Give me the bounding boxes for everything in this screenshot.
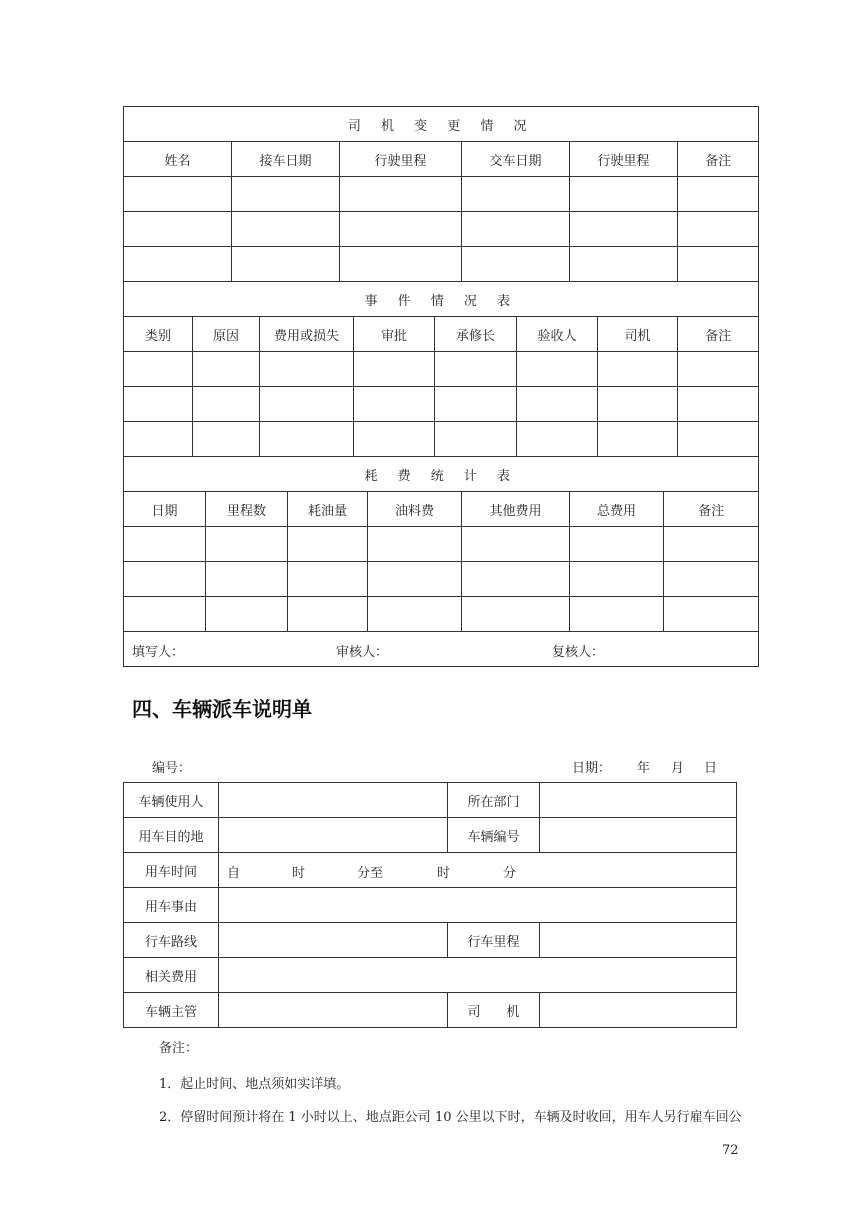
mileage-input[interactable] (540, 923, 737, 958)
input-cell[interactable] (354, 422, 435, 457)
dispatch-form-table (123, 782, 737, 1028)
driver-label: 司 机 (448, 993, 540, 1028)
time-minute-to: 分至 (357, 866, 384, 881)
destination-label: 用车目的地 (124, 818, 219, 853)
input-cell[interactable] (368, 597, 462, 632)
consumption-title: 耗 费 统 计 表 (124, 457, 759, 492)
input-cell[interactable] (124, 562, 206, 597)
time-minute-2: 分 (503, 866, 517, 881)
reason-label: 用车事由 (124, 888, 219, 923)
input-cell[interactable] (462, 247, 570, 282)
input-cell[interactable] (193, 422, 260, 457)
vehicle-no-input[interactable] (540, 818, 737, 853)
input-cell[interactable] (517, 422, 598, 457)
input-cell[interactable] (260, 352, 354, 387)
header-date: 日期 (124, 492, 206, 527)
driver-change-title: 司 机 变 更 情 况 (124, 107, 759, 142)
table-row (124, 247, 759, 282)
input-cell[interactable] (124, 527, 206, 562)
header-remarks: 备注 (664, 492, 759, 527)
input-cell[interactable] (598, 387, 678, 422)
time-hour-1: 时 (292, 866, 306, 881)
input-cell[interactable] (124, 597, 206, 632)
input-cell[interactable] (462, 597, 570, 632)
input-cell[interactable] (260, 422, 354, 457)
month-label: 月 (671, 761, 685, 776)
input-cell[interactable] (354, 387, 435, 422)
header-mileage: 里程数 (206, 492, 288, 527)
form-row-cost (124, 958, 737, 993)
header-pickup-date: 接车日期 (232, 142, 340, 177)
input-cell[interactable] (232, 212, 340, 247)
note-item-1: 1．起止时间、地点须如实详填。 (159, 1077, 350, 1092)
input-cell[interactable] (206, 527, 288, 562)
input-cell[interactable] (124, 212, 232, 247)
header-name: 姓名 (124, 142, 232, 177)
input-cell[interactable] (124, 247, 232, 282)
input-cell[interactable] (206, 562, 288, 597)
header-fuel-cost: 油料费 (368, 492, 462, 527)
cost-label: 相关费用 (124, 958, 219, 993)
reason-input[interactable] (219, 888, 737, 923)
vehicle-no-label: 车辆编号 (448, 818, 540, 853)
time-input[interactable] (219, 853, 737, 888)
notes-label: 备注： (159, 1041, 199, 1056)
route-input[interactable] (219, 923, 448, 958)
input-cell[interactable] (193, 352, 260, 387)
input-cell[interactable] (124, 387, 193, 422)
input-cell[interactable] (288, 597, 368, 632)
input-cell[interactable] (368, 562, 462, 597)
signoff-cell (124, 632, 759, 667)
route-label: 行车路线 (124, 923, 219, 958)
header-remarks: 备注 (678, 142, 759, 177)
form-row-route (124, 923, 737, 958)
header-remarks: 备注 (678, 317, 759, 352)
table-row (124, 352, 759, 387)
header-cause: 原因 (193, 317, 260, 352)
input-cell[interactable] (678, 247, 759, 282)
consumption-title-row (124, 457, 759, 492)
input-cell[interactable] (354, 352, 435, 387)
input-cell[interactable] (124, 352, 193, 387)
input-cell[interactable] (462, 562, 570, 597)
input-cell[interactable] (232, 177, 340, 212)
input-cell[interactable] (517, 387, 598, 422)
input-cell[interactable] (570, 527, 664, 562)
input-cell[interactable] (678, 352, 759, 387)
time-label: 用车时间 (124, 853, 219, 888)
form-row-destination (124, 818, 737, 853)
form-row-time (124, 853, 737, 888)
table-row (124, 562, 759, 597)
table-row (124, 212, 759, 247)
date-label: 日期： (572, 761, 612, 776)
input-cell[interactable] (598, 352, 678, 387)
header-mileage-2: 行驶里程 (570, 142, 678, 177)
form-row-reason (124, 888, 737, 923)
input-cell[interactable] (678, 422, 759, 457)
number-label: 编号： (152, 761, 192, 776)
department-input[interactable] (540, 783, 737, 818)
input-cell[interactable] (664, 597, 759, 632)
header-fuel-consumed: 耗油量 (288, 492, 368, 527)
filler-label: 填写人： (132, 645, 185, 660)
input-cell[interactable] (678, 212, 759, 247)
input-cell[interactable] (368, 527, 462, 562)
input-cell[interactable] (435, 387, 517, 422)
input-cell[interactable] (124, 422, 193, 457)
form-row-supervisor (124, 993, 737, 1028)
consumption-header-row (124, 492, 759, 527)
signoff-row (124, 632, 759, 667)
header-category: 类别 (124, 317, 193, 352)
supervisor-label: 车辆主管 (124, 993, 219, 1028)
incident-title: 事 件 情 况 表 (124, 282, 759, 317)
department-label: 所在部门 (448, 783, 540, 818)
time-hour-2: 时 (437, 866, 451, 881)
driver-change-title-row (124, 107, 759, 142)
mileage-label: 行车里程 (448, 923, 540, 958)
header-mileage: 行驶里程 (340, 142, 462, 177)
input-cell[interactable] (340, 177, 462, 212)
input-cell[interactable] (288, 527, 368, 562)
input-cell[interactable] (206, 597, 288, 632)
header-other-cost: 其他费用 (462, 492, 570, 527)
day-label: 日 (704, 761, 718, 776)
header-approval: 审批 (354, 317, 435, 352)
header-repair-lead: 承修长 (435, 317, 517, 352)
input-cell[interactable] (678, 387, 759, 422)
page-number: 72 (722, 1143, 739, 1158)
time-from: 自 (227, 866, 241, 881)
destination-input[interactable] (219, 818, 448, 853)
input-cell[interactable] (517, 352, 598, 387)
input-cell[interactable] (570, 562, 664, 597)
input-cell[interactable] (570, 247, 678, 282)
reviewer-label: 审核人： (336, 645, 389, 660)
input-cell[interactable] (570, 597, 664, 632)
input-cell[interactable] (288, 562, 368, 597)
header-inspector: 验收人 (517, 317, 598, 352)
input-cell[interactable] (260, 387, 354, 422)
input-cell[interactable] (664, 562, 759, 597)
supervisor-input[interactable] (219, 993, 448, 1028)
header-cost-or-loss: 费用或损失 (260, 317, 354, 352)
input-cell[interactable] (570, 212, 678, 247)
table-row (124, 527, 759, 562)
input-cell[interactable] (435, 352, 517, 387)
form-row-user (124, 783, 737, 818)
header-return-date: 交车日期 (462, 142, 570, 177)
input-cell[interactable] (678, 177, 759, 212)
note-item-2: 2．停留时间预计将在 1 小时以上、地点距公司 10 公里以下时，车辆及时收回，用车人另行雇车回公 (159, 1110, 742, 1125)
driver-change-header-row (124, 142, 759, 177)
input-cell[interactable] (570, 177, 678, 212)
input-cell[interactable] (598, 422, 678, 457)
incident-header-row (124, 317, 759, 352)
year-label: 年 (637, 761, 651, 776)
vehicle-record-table (123, 106, 759, 667)
rechecker-label: 复核人： (552, 645, 605, 660)
input-cell[interactable] (124, 177, 232, 212)
input-cell[interactable] (664, 527, 759, 562)
driver-input[interactable] (540, 993, 737, 1028)
table-row (124, 422, 759, 457)
input-cell[interactable] (193, 387, 260, 422)
table-row (124, 387, 759, 422)
input-cell[interactable] (232, 247, 340, 282)
input-cell[interactable] (462, 527, 570, 562)
cost-input[interactable] (219, 958, 737, 993)
header-driver: 司机 (598, 317, 678, 352)
input-cell[interactable] (340, 212, 462, 247)
section-heading: 四、车辆派车说明单 (132, 697, 312, 721)
header-total-cost: 总费用 (570, 492, 664, 527)
input-cell[interactable] (435, 422, 517, 457)
input-cell[interactable] (340, 247, 462, 282)
incident-title-row (124, 282, 759, 317)
user-label: 车辆使用人 (124, 783, 219, 818)
table-row (124, 597, 759, 632)
input-cell[interactable] (462, 177, 570, 212)
table-row (124, 177, 759, 212)
user-input[interactable] (219, 783, 448, 818)
input-cell[interactable] (462, 212, 570, 247)
